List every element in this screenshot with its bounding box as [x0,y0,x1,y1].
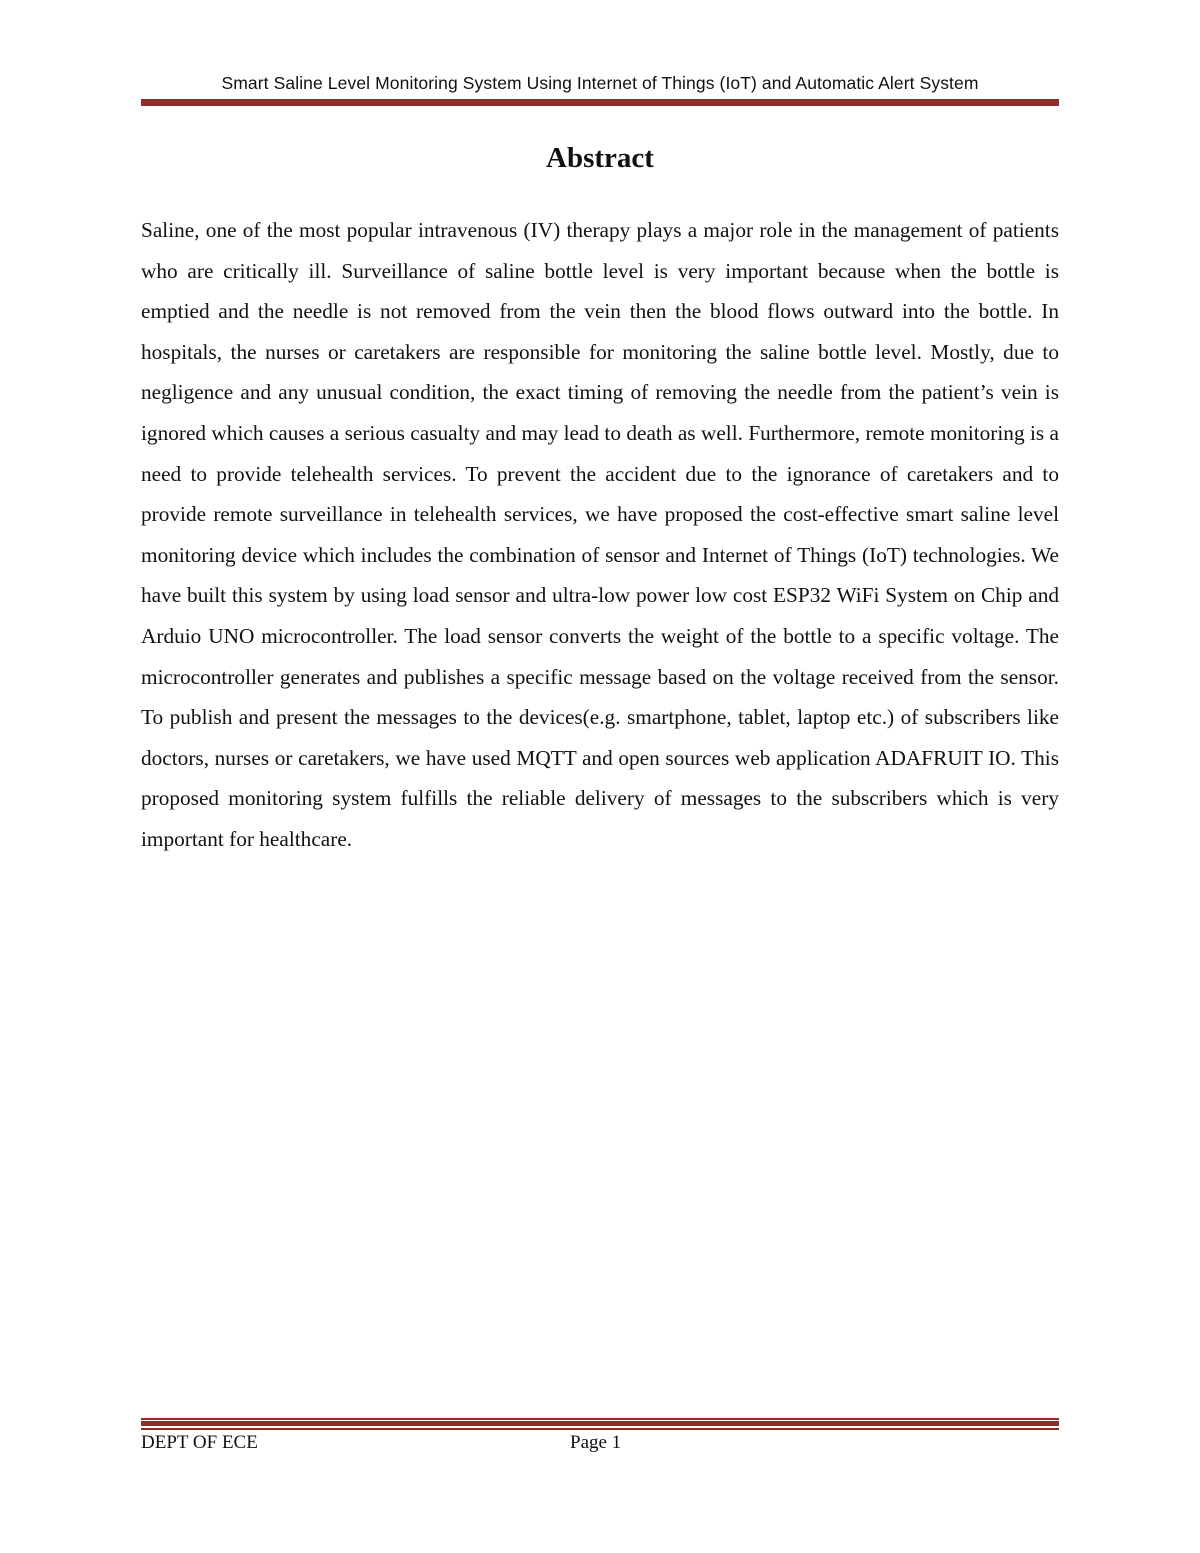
footer-divider [141,1421,1059,1426]
footer-divider-top-line [141,1418,1059,1420]
footer-page-number: Page 1 [570,1432,622,1453]
footer-department: DEPT OF ECE [141,1432,258,1453]
running-header-title: Smart Saline Level Monitoring System Using Internet of Things (IoT) and Automatic Alert System [221,73,979,93]
abstract-paragraph: Saline, one of the most popular intravenous (IV) therapy plays a major role in the management of patients who are critically ill. Surveillance of saline bottle level is very important because when the bottle is emptied and the needle is not removed from the vein then the blood flows outward into the bottle. In hospitals, the nurses or caretakers are responsible for monitoring the saline bottle level. Mostly, due to negligence and any unusual condition, the exact timing of removing the needle from the patient’s vein is ignored which causes a serious casualty and may lead to death as well. Furthermore, remote monitoring is a need to provide telehealth services. To prevent the accident due to the ignorance of caretakers and to provide remote surveillance in telehealth services, we have proposed the cost-effective smart saline level monitoring device which includes the combination of sensor and Internet of Things (IoT) technologies. We have built this system by using load sensor and ultra-low power low cost ESP32 WiFi System on Chip and Arduio UNO microcontroller. The load sensor converts the weight of the bottle to a specific voltage. The microcontroller generates and publishes a specific message based on the voltage received from the sensor. To publish and present the messages to the devices(e.g. smartphone, tablet, laptop etc.) of subscribers like doctors, nurses or caretakers, we have used MQTT and open sources web application ADAFRUIT IO. This proposed monitoring system fulfills the reliable delivery of messages to the subscribers which is very important for healthcare. [141,218,1059,851]
section-heading: Abstract [546,142,654,174]
footer-divider-bottom-line [141,1428,1059,1430]
header-divider [141,99,1059,106]
